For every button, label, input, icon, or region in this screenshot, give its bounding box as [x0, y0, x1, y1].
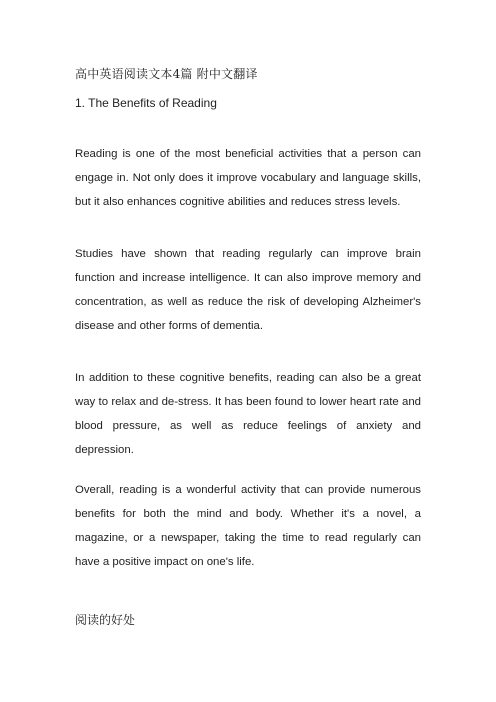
paragraph-3: In addition to these cognitive benefits, reading can also be a great way to relax and de-stress. It has been found to lower heart rate and blood pressure, as well as reduce feelings of anxiety and depression. — [75, 372, 421, 456]
chinese-translation-heading: 阅读的好处 — [75, 613, 136, 627]
paragraph-1: Reading is one of the most beneficial activities that a person can engage in. Not only does it improve vocabulary and language skills, but it also enhances cognitive abilities and reduces stress levels. — [75, 148, 421, 208]
document-title: 高中英语阅读文本4篇 附中文翻译 — [75, 67, 258, 81]
paragraph-2: Studies have shown that reading regularly can improve brain function and increase intelligence. It can also improve memory and concentration, as well as reduce the risk of developing Alzheimer's disease and other forms of dementia. — [75, 248, 421, 332]
section-title: 1. The Benefits of Reading — [75, 96, 217, 110]
paragraph-4: Overall, reading is a wonderful activity that can provide numerous benefits for both the mind and body. Whether it's a novel, a magazine, or a newspaper, taking the time to read regularly can have a positive impact on one's life. — [75, 484, 421, 568]
